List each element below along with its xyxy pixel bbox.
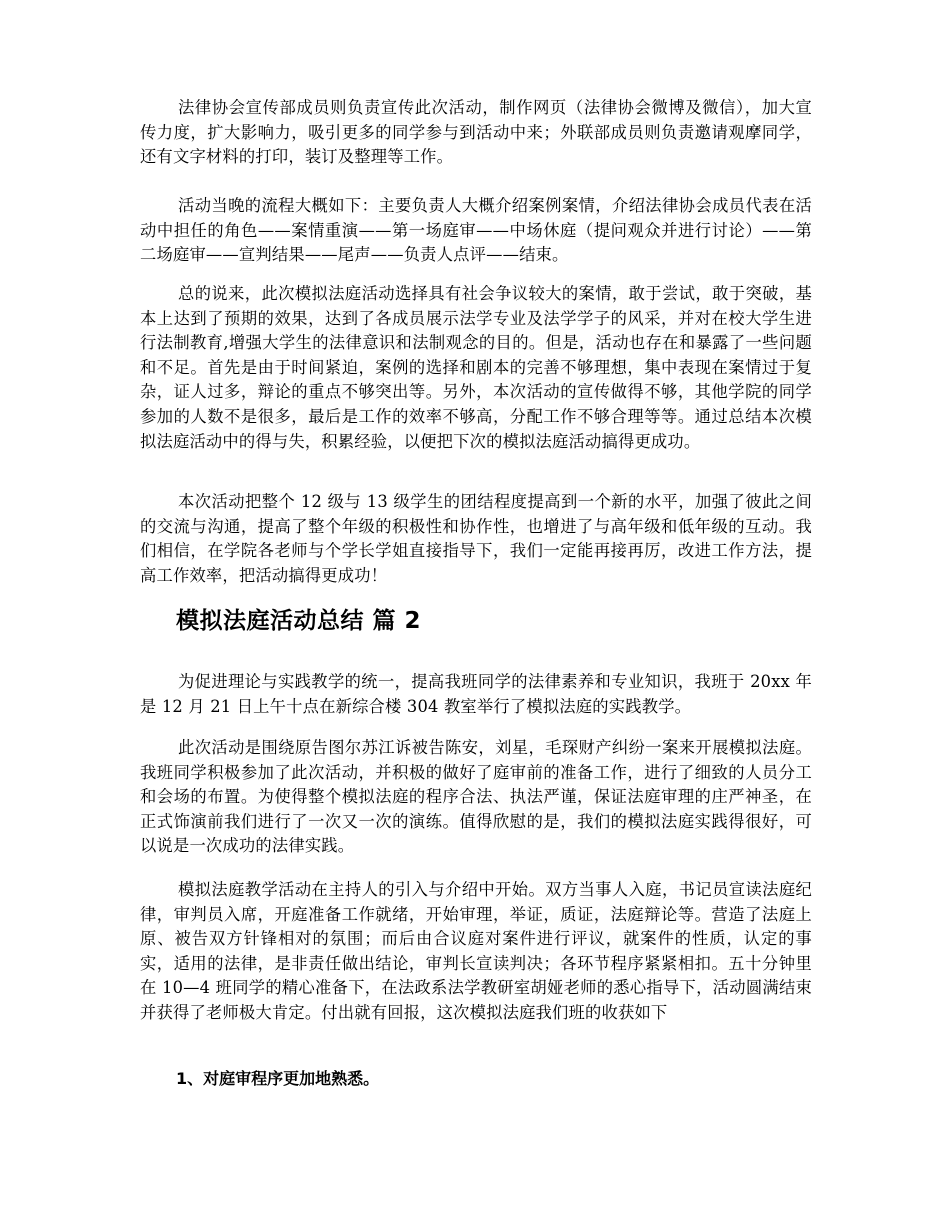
paragraph-publicity: 法律协会宣传部成员则负责宣传此次活动，制作网页（法律协会微博及微信），加大宣传力度，扩大影响力，吸引更多的同学参与到活动中来；外联部成员则负责邀请观摩同学，还有文字材料的打印，装订及整理等工作。 bbox=[140, 98, 812, 167]
paragraph-procedure: 活动当晚的流程大概如下：主要负责人大概介绍案例案情，介绍法律协会成员代表在活动中担任的角色——案情重演——第一场庭审——中场休庭（提问观众并进行讨论）——第二场庭审——宣判结果——尾声——负责人点评——结束。 bbox=[140, 196, 812, 265]
paragraph-activity: 此次活动是围绕原告图尔苏江诉被告陈安，刘星，毛琛财产纠纷一案来开展模拟法庭。我班同学积极参加了此次活动，并积极的做好了庭审前的准备工作，进行了细致的人员分工和会场的布置。为使得整个模拟法庭的程序合法、执法严谨，保证法庭审理的庄严神圣，在正式饰演前我们进行了一次又一次的演练。值得欣慰的是，我们的模拟法庭实践得很好，可以说是一次成功的法律实践。 bbox=[140, 738, 812, 856]
paragraph-summary: 总的说来，此次模拟法庭活动选择具有社会争议较大的案情，敢于尝试，敢于突破，基本上达到了预期的效果，达到了各成员展示法学专业及法学学子的风采，并对在校大学生进行法制教育,增强大学生的法律意识和法制观念的目的。但是，活动也存在和暴露了一些问题和不足。首先是由于时间紧迫，案例的选择和剧本的完善不够理想，集中表现在案情过于复杂，证人过多，辩论的重点不够突出等。另外，本次活动的宣传做得不够，其他学院的同学参加的人数不是很多，最后是工作的效率不够高，分配工作不够合理等等。通过总结本次模拟法庭活动中的得与失，积累经验，以便把下次的模拟法庭活动搞得更成功。 bbox=[140, 284, 812, 451]
paragraph-process: 模拟法庭教学活动在主持人的引入与介绍中开始。双方当事人入庭，书记员宣读法庭纪律，审判员入席，开庭准备工作就绪，开始审理，举证，质证，法庭辩论等。营造了法庭上原、被告双方针锋相对的氛围；而后由合议庭对案件进行评议，就案件的性质，认定的事实，适用的法律，是非责任做出结论，审判长宣读判决；各环节程序紧紧相扣。五十分钟里在 10—4 班同学的精心准备下，在法政系法学教研室胡娅老师的悉心指导下，活动圆满结束并获得了老师极大肯定。付出就有回报，这次模拟法庭我们班的收获如下 bbox=[140, 880, 812, 1022]
paragraph-intro: 为促进理论与实践教学的统一，提高我班同学的法律素养和专业知识，我班于 20xx 年是 12 月 21 日上午十点在新综合楼 304 教室举行了模拟法庭的实践教学。 bbox=[140, 672, 812, 716]
section-heading: 模拟法庭活动总结 篇 2 bbox=[176, 608, 422, 634]
subheading-gain-1: 1、对庭审程序更加地熟悉。 bbox=[176, 1069, 380, 1088]
paragraph-achievement: 本次活动把整个 12 级与 13 级学生的团结程度提高到一个新的水平，加强了彼此之间的交流与沟通，提高了整个年级的积极性和协作性，也增进了与高年级和低年级的互动。我们相信，在学院各老师与个学长学姐直接指导下，我们一定能再接再厉，改进工作方法，提高工作效率，把活动搞得更成功！ bbox=[140, 492, 812, 585]
